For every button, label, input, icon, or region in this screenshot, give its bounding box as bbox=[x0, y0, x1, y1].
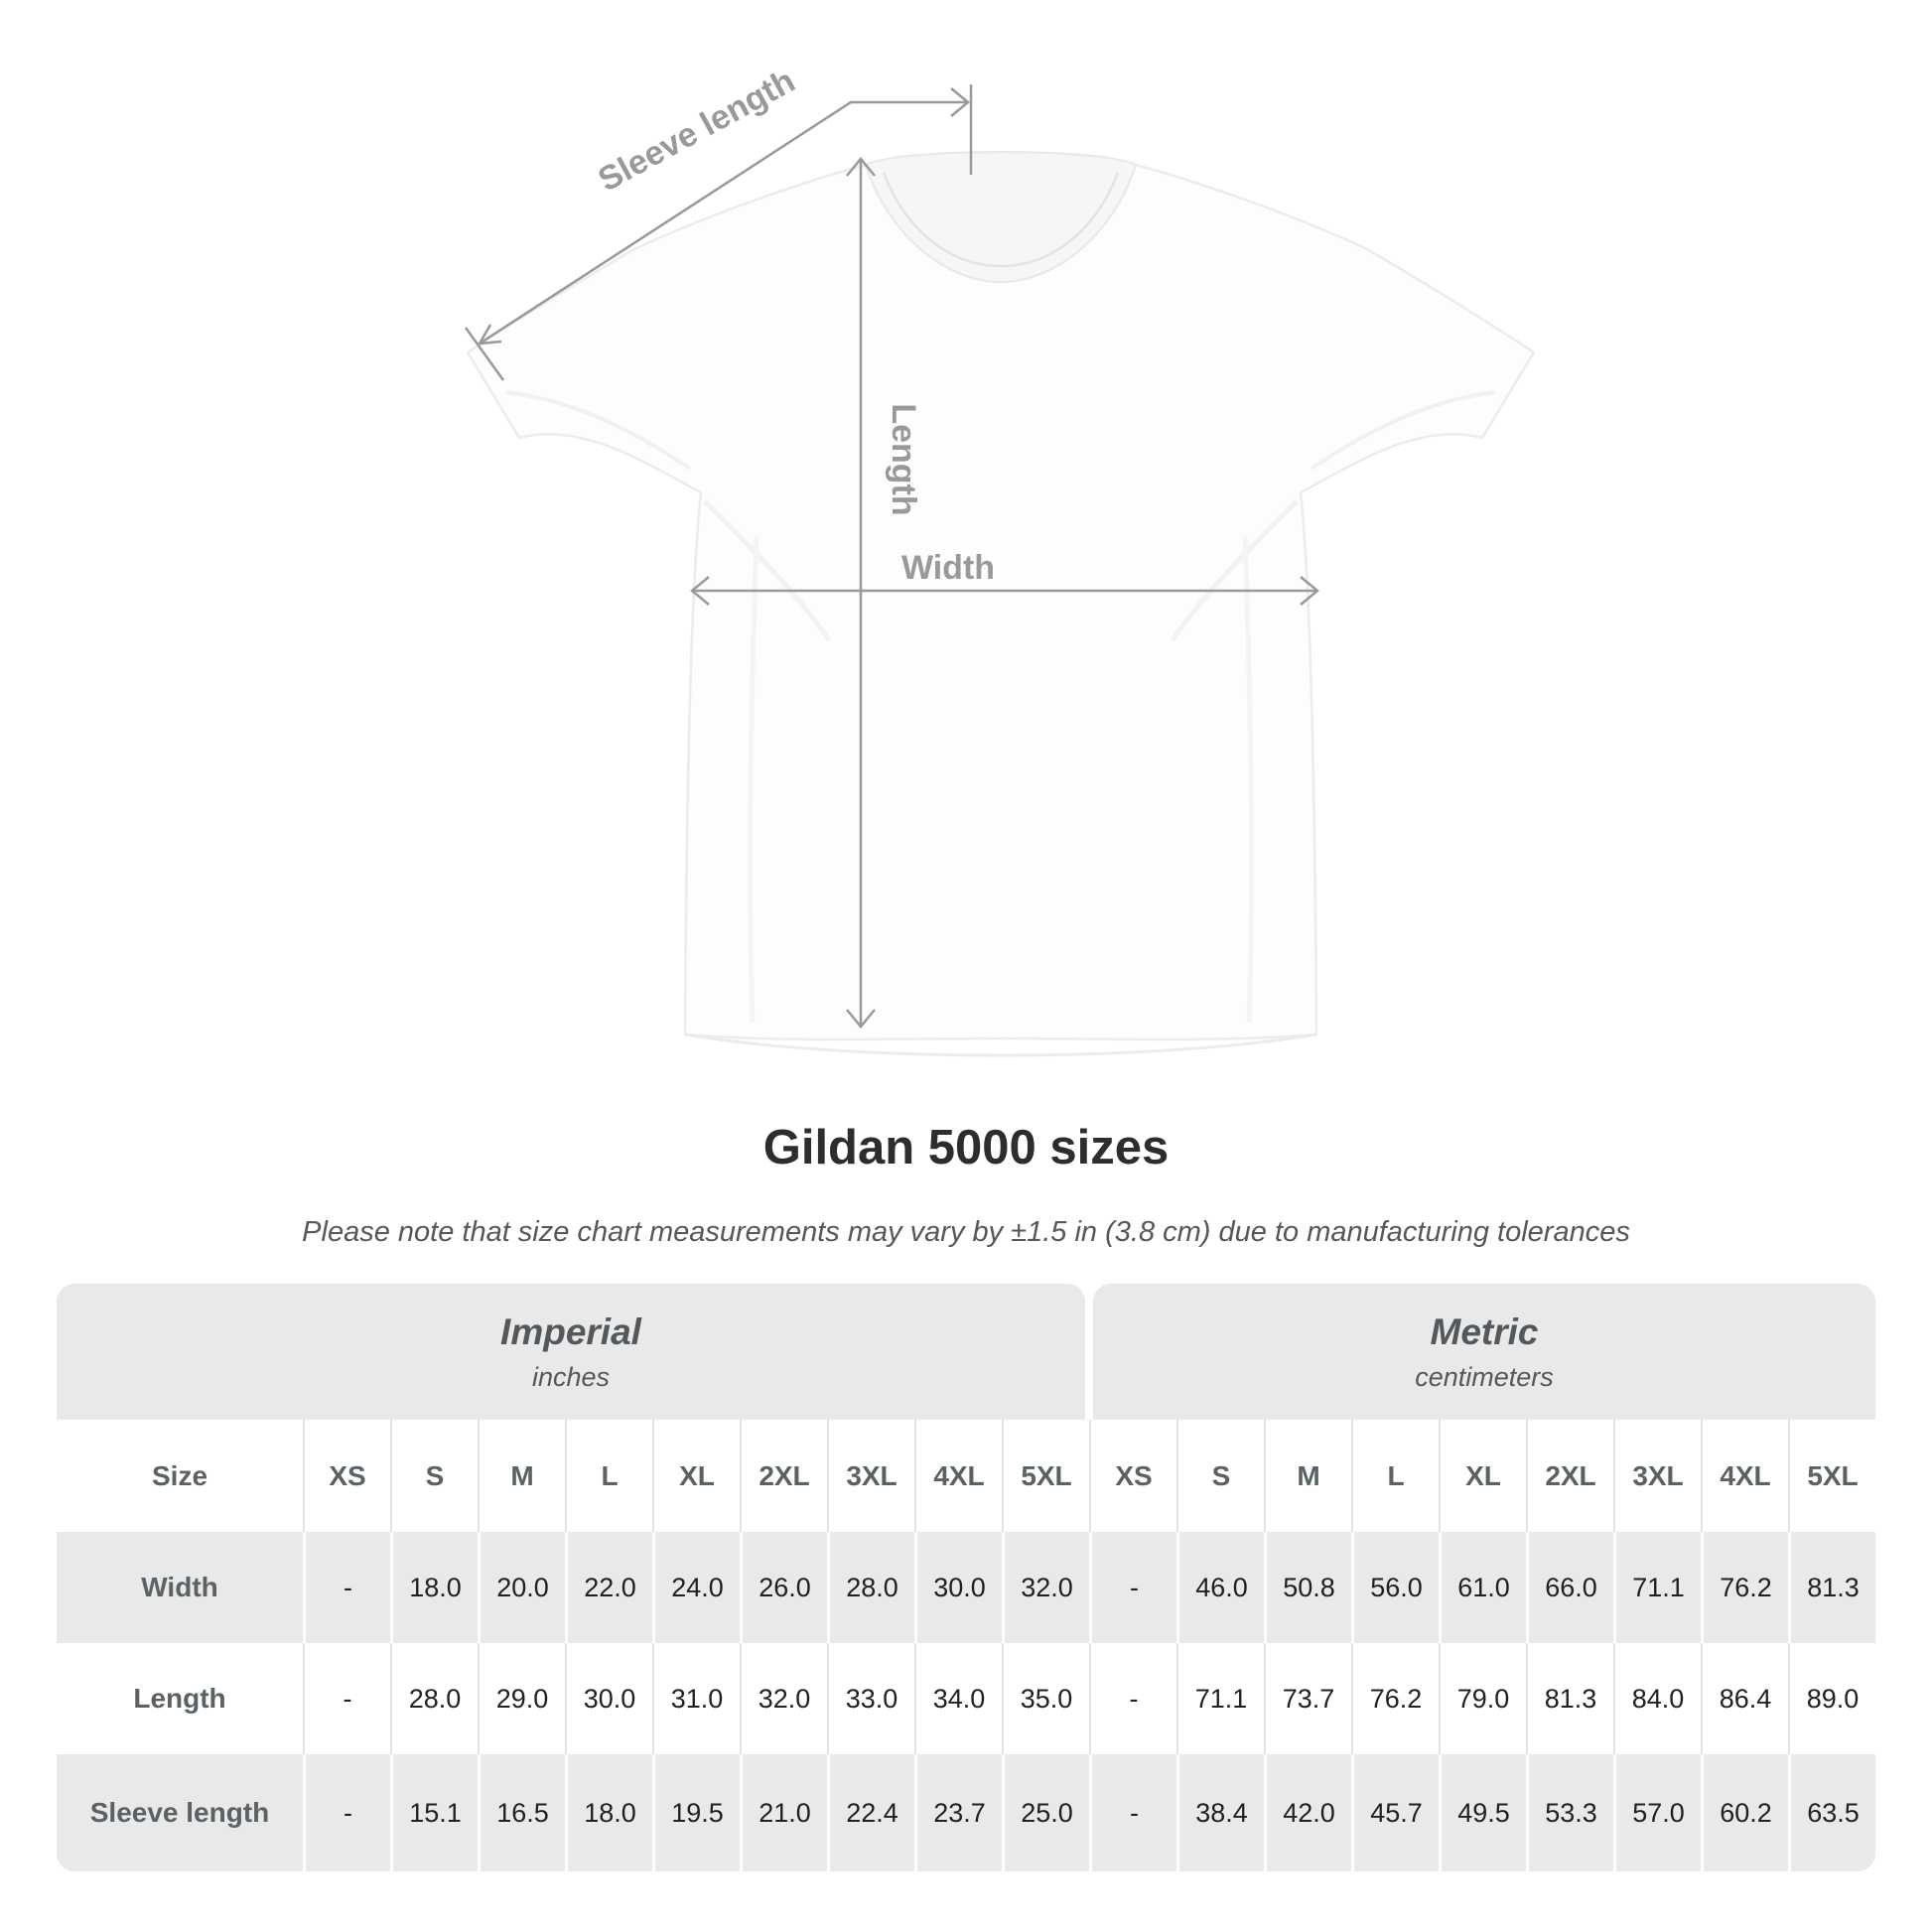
value-cell-imperial: - bbox=[303, 1532, 390, 1643]
table-row-sleeve-length bbox=[57, 1754, 1875, 1871]
width-label: Width bbox=[900, 549, 996, 587]
value-cell-metric: 45.7 bbox=[1351, 1754, 1439, 1871]
value-cell-metric: 81.3 bbox=[1788, 1532, 1875, 1643]
value-cell-imperial: 26.0 bbox=[740, 1532, 827, 1643]
size-column-header-imperial: L bbox=[565, 1420, 652, 1532]
size-column-header-imperial: 5XL bbox=[1002, 1420, 1089, 1532]
size-column-header-imperial: XL bbox=[652, 1420, 740, 1532]
size-column-header-metric: XS bbox=[1089, 1420, 1176, 1532]
row-label: Sleeve length bbox=[57, 1754, 303, 1871]
value-cell-imperial: 15.1 bbox=[390, 1754, 478, 1871]
value-cell-imperial: 18.0 bbox=[565, 1754, 652, 1871]
metric-section-header bbox=[1093, 1284, 1875, 1420]
size-column-header-metric: 4XL bbox=[1701, 1420, 1788, 1532]
value-cell-imperial: 29.0 bbox=[478, 1643, 565, 1754]
size-table bbox=[57, 1284, 1875, 1871]
unit-system-header bbox=[57, 1284, 1875, 1420]
value-cell-metric: 76.2 bbox=[1701, 1532, 1788, 1643]
value-cell-metric: - bbox=[1089, 1754, 1176, 1871]
value-cell-imperial: 25.0 bbox=[1002, 1754, 1089, 1871]
size-header-row bbox=[57, 1420, 1875, 1532]
value-cell-metric: 66.0 bbox=[1526, 1532, 1613, 1643]
value-cell-metric: 46.0 bbox=[1176, 1532, 1264, 1643]
value-cell-metric: 53.3 bbox=[1526, 1754, 1613, 1871]
value-cell-metric: 86.4 bbox=[1701, 1643, 1788, 1754]
size-header-label: Size bbox=[57, 1420, 303, 1532]
imperial-section-header bbox=[57, 1284, 1085, 1420]
value-cell-imperial: 16.5 bbox=[478, 1754, 565, 1871]
value-cell-imperial: 35.0 bbox=[1002, 1643, 1089, 1754]
value-cell-imperial: 33.0 bbox=[827, 1643, 914, 1754]
value-cell-imperial: 30.0 bbox=[565, 1643, 652, 1754]
value-cell-imperial: 22.4 bbox=[827, 1754, 914, 1871]
value-cell-imperial: 20.0 bbox=[478, 1532, 565, 1643]
metric-label: Metric bbox=[1430, 1311, 1539, 1352]
value-cell-metric: 89.0 bbox=[1788, 1643, 1875, 1754]
value-cell-imperial: - bbox=[303, 1643, 390, 1754]
table-row-width bbox=[57, 1532, 1875, 1643]
tolerance-note: Please note that size chart measurements may vary by ±1.5 in (3.8 cm) due to manufacturing tolerances bbox=[302, 1216, 1630, 1248]
size-column-header-imperial: 2XL bbox=[740, 1420, 827, 1532]
value-cell-imperial: 24.0 bbox=[652, 1532, 740, 1643]
size-column-header-imperial: 4XL bbox=[914, 1420, 1002, 1532]
value-cell-imperial: 34.0 bbox=[914, 1643, 1002, 1754]
table-row-length bbox=[57, 1643, 1875, 1754]
size-column-header-metric: 3XL bbox=[1613, 1420, 1701, 1532]
value-cell-metric: 63.5 bbox=[1788, 1754, 1875, 1871]
sleeve-length-label: Sleeve length bbox=[592, 62, 802, 200]
metric-unit: centimeters bbox=[1415, 1361, 1554, 1392]
value-cell-metric: 42.0 bbox=[1264, 1754, 1351, 1871]
size-column-header-imperial: XS bbox=[303, 1420, 390, 1532]
imperial-label: Imperial bbox=[500, 1311, 641, 1352]
row-label: Length bbox=[57, 1643, 303, 1754]
value-cell-metric: - bbox=[1089, 1532, 1176, 1643]
value-cell-metric: 71.1 bbox=[1613, 1532, 1701, 1643]
value-cell-imperial: 19.5 bbox=[652, 1754, 740, 1871]
value-cell-imperial: 31.0 bbox=[652, 1643, 740, 1754]
size-column-header-imperial: S bbox=[390, 1420, 478, 1532]
page-title: Gildan 5000 sizes bbox=[762, 1121, 1170, 1174]
size-column-header-metric: S bbox=[1176, 1420, 1264, 1532]
value-cell-metric: - bbox=[1089, 1643, 1176, 1754]
size-column-header-metric: XL bbox=[1439, 1420, 1526, 1532]
value-cell-imperial: 23.7 bbox=[914, 1754, 1002, 1871]
value-cell-imperial: 28.0 bbox=[390, 1643, 478, 1754]
value-cell-metric: 38.4 bbox=[1176, 1754, 1264, 1871]
size-column-header-imperial: 3XL bbox=[827, 1420, 914, 1532]
value-cell-metric: 56.0 bbox=[1351, 1532, 1439, 1643]
size-column-header-metric: M bbox=[1264, 1420, 1351, 1532]
tshirt-graphic bbox=[468, 152, 1534, 1055]
value-cell-metric: 73.7 bbox=[1264, 1643, 1351, 1754]
value-cell-imperial: 32.0 bbox=[740, 1643, 827, 1754]
value-cell-imperial: 32.0 bbox=[1002, 1532, 1089, 1643]
value-cell-metric: 49.5 bbox=[1439, 1754, 1526, 1871]
size-column-header-imperial: M bbox=[478, 1420, 565, 1532]
value-cell-imperial: 22.0 bbox=[565, 1532, 652, 1643]
value-cell-metric: 60.2 bbox=[1701, 1754, 1788, 1871]
value-cell-metric: 84.0 bbox=[1613, 1643, 1701, 1754]
value-cell-imperial: 21.0 bbox=[740, 1754, 827, 1871]
value-cell-metric: 50.8 bbox=[1264, 1532, 1351, 1643]
size-column-header-metric: 2XL bbox=[1526, 1420, 1613, 1532]
value-cell-metric: 81.3 bbox=[1526, 1643, 1613, 1754]
tshirt-outline bbox=[468, 165, 1534, 1039]
row-label: Width bbox=[57, 1532, 303, 1643]
value-cell-metric: 79.0 bbox=[1439, 1643, 1526, 1754]
size-column-header-metric: L bbox=[1351, 1420, 1439, 1532]
value-cell-metric: 61.0 bbox=[1439, 1532, 1526, 1643]
value-cell-imperial: 28.0 bbox=[827, 1532, 914, 1643]
value-cell-imperial: - bbox=[303, 1754, 390, 1871]
length-label: Length bbox=[885, 403, 922, 516]
value-cell-imperial: 30.0 bbox=[914, 1532, 1002, 1643]
value-cell-imperial: 18.0 bbox=[390, 1532, 478, 1643]
size-column-header-metric: 5XL bbox=[1788, 1420, 1875, 1532]
value-cell-metric: 57.0 bbox=[1613, 1754, 1701, 1871]
value-cell-metric: 76.2 bbox=[1351, 1643, 1439, 1754]
imperial-unit: inches bbox=[531, 1361, 611, 1392]
value-cell-metric: 71.1 bbox=[1176, 1643, 1264, 1754]
